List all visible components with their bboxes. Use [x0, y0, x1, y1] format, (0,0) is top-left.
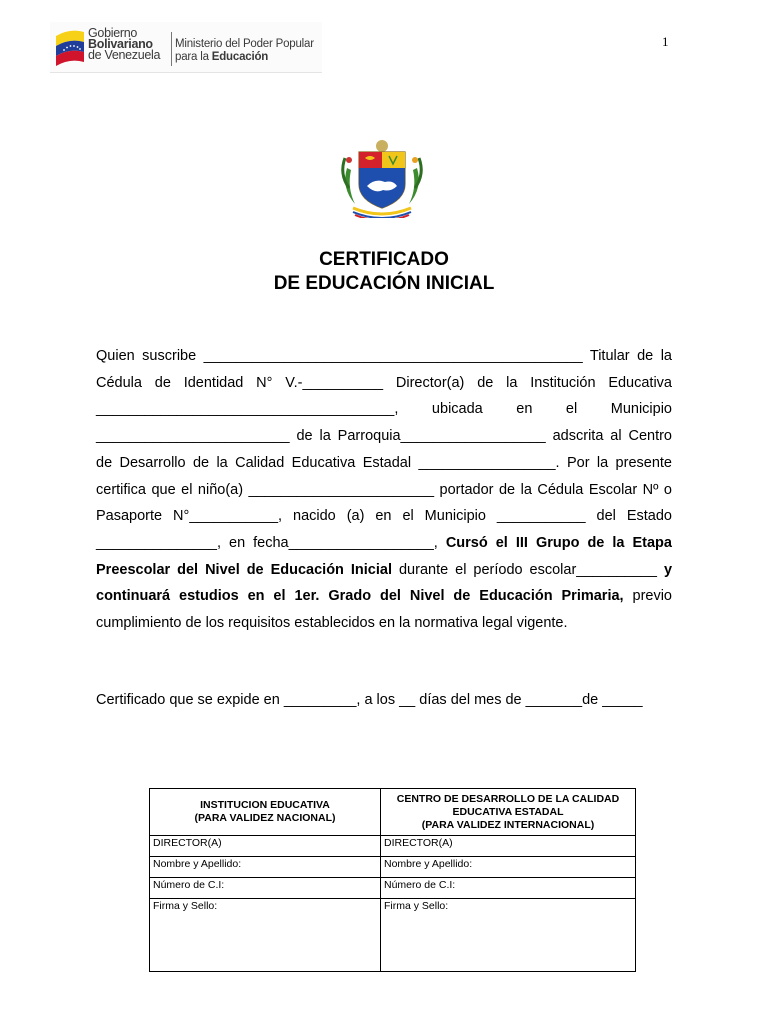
- coat-of-arms-icon: [337, 138, 427, 218]
- bold-continue-text: y continuará estudios en el 1er. Grado del Nivel de Educación Primaria,: [96, 561, 673, 605]
- certificate-title: CERTIFICADO: [319, 249, 449, 270]
- ministry-name: Ministerio del Poder Popular para la Educación: [175, 38, 314, 63]
- issue-line: Certificado que se expide en _________, a los __ días del mes de _______de _____: [96, 692, 643, 708]
- table-cell: Nombre y Apellido:: [150, 857, 381, 878]
- bold-course-text: Cursó el III Grupo de la Etapa Preescolar del Nivel de Educación Inicial: [96, 534, 672, 578]
- table-cell: DIRECTOR(A): [381, 836, 636, 857]
- table-cell: Nombre y Apellido:: [381, 857, 636, 878]
- table-row: [150, 878, 636, 899]
- table-cell: DIRECTOR(A): [150, 836, 381, 857]
- table-cell: Número de C.I:: [150, 878, 381, 899]
- certificate-subtitle: DE EDUCACIÓN INICIAL: [273, 273, 495, 294]
- signature-table: [149, 788, 636, 972]
- table-row: [150, 836, 636, 857]
- table-row: [150, 857, 636, 878]
- table-row: [150, 899, 636, 972]
- table-header-institution: INSTITUCION EDUCATIVA (PARA VALIDEZ NACIONAL): [150, 789, 381, 836]
- venezuela-flag-icon: [54, 28, 86, 68]
- table-cell: Firma y Sello:: [381, 899, 636, 972]
- logo-divider: [171, 32, 172, 66]
- government-name: Gobierno Bolivariano de Venezuela: [88, 26, 161, 62]
- table-cell: Firma y Sello:: [150, 899, 381, 972]
- certificate-body: Quien suscribe _______________________________________________ Titular de la Cédula de Identidad N° V.-__________ Director(a) de la Institución Educativa _____________________________________, ubicada en el Municipio ________________________ de la Parroquia__________________ adscrita al Centro de Desarrollo de la Calidad Educativa Estadal _________________. Por la presente certifica que el niño(a) _______________________ portador de la Cédula Escolar Nº o Pasaporte N°___________, nacido (a) en el Municipio ___________ del Estado _______________, en fecha__________________, Cursó el III Grupo de la Etapa Preescolar del Nivel de Educación Inicial durante el período escolar__________ y continuará estudios en el 1er. Grado del Nivel de Educación Primaria, previo cumplimiento de los requisitos establecidos en la normativa legal vigente.: [96, 348, 673, 632]
- table-cell: Número de C.I:: [381, 878, 636, 899]
- page-number: 1: [662, 34, 669, 49]
- government-header-logo: [50, 22, 322, 73]
- table-header-center: CENTRO DE DESARROLLO DE LA CALIDAD EDUCATIVA ESTADAL (PARA VALIDEZ INTERNACIONAL): [381, 789, 636, 836]
